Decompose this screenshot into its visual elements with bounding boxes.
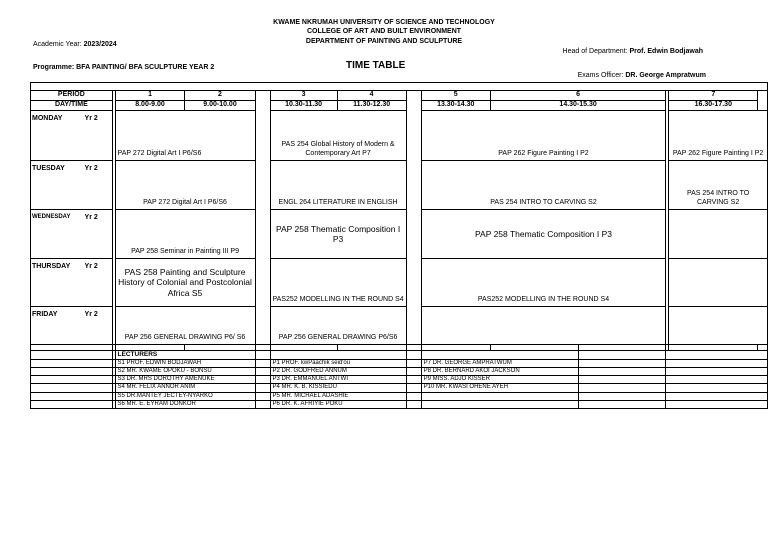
course-cell: PAP 258 Thematic Composition I P3 [270,210,406,259]
lecturer-row [31,384,768,392]
course-cell: PAS 254 INTRO TO CARVING S2 [669,161,768,210]
time-4: 11.30-12.30 [337,101,406,111]
lecturer-entry: P3 DR. EMMANUEL ANTWI [270,376,406,384]
course-cell: PAP 256 GENERAL DRAWING P6/ S6 [115,307,255,345]
day-label: THURSDAY [31,259,85,307]
university-name: KWAME NKRUMAH UNIVERSITY OF SCIENCE AND TECHNOLOGY [273,19,495,26]
lecturer-entry: S6 MR. E. EYRAM DONKOR [115,400,255,408]
hod-label: Head of Department: [562,48,628,55]
course-cell: PAP 262 Figure Painting I P2 [669,111,768,161]
course-cell: PAS 254 Global History of Modern & Contemporary Art P7 [270,111,406,161]
lecturer-entry: P8 DR. BERNARD AKOI JACKSON [421,367,578,375]
day-label: MONDAY [31,111,85,161]
academic-year-label: Academic Year: [33,41,82,48]
time-2: 9.00-10.00 [185,101,255,111]
daytime-label: DAY/TIME [31,101,113,111]
row-tuesday [31,161,768,210]
lecturer-entry: P1 PROF. kwPaachik seid'ou [270,359,406,367]
day-label: TUESDAY [31,161,85,210]
empty-cell [669,259,768,307]
time-7: 16.30-17.30 [669,101,758,111]
lecturer-row [31,359,768,367]
empty-cell [669,210,768,259]
lecturer-entry: P9 MISS. ADJO KISSER [421,376,578,384]
period-6: 6 [490,91,666,101]
empty-cell [669,307,768,345]
course-cell: PAP 272 Digital Art I P6/S6 [115,161,255,210]
programme: Programme: BFA PAINTING/ BFA SCULPTURE YEAR 2 [33,64,215,71]
course-cell: ENGL 264 LITERATURE IN ENGLISH [270,161,406,210]
lecturers-heading: LECTURERS [115,351,255,360]
period-label: PERIOD [31,91,113,101]
lecturer-entry: S4 MR. FELIX ANNOR ANIM [115,384,255,392]
year-label: Yr 2 [85,259,113,307]
timetable [30,82,768,409]
row-thursday [31,259,768,307]
period-1: 1 [115,91,185,101]
academic-year [33,41,117,48]
course-cell: PAP 272 Digital Art I P6/S6 [115,111,255,161]
lecturer-entry: S5 DR.MANTEY JECTEY-NYARKO [115,392,255,400]
exams-officer [578,72,706,79]
year-label: Yr 2 [85,111,113,161]
lecturer-entry: S1 PROF. EDWIN BODJAWAH [115,359,255,367]
day-label: WEDNESDAY [31,210,85,259]
time-5: 13.30-14.30 [421,101,490,111]
page-title: TIME TABLE [346,60,406,71]
department-name: DEPARTMENT OF PAINTING AND SCULPTURE [305,38,463,45]
time-3: 10.30-11.30 [270,101,337,111]
period-7: 7 [669,91,758,101]
college-name: COLLEGE OF ART AND BUILT ENVIRONMENT [306,28,462,35]
row-monday [31,111,768,161]
time-1: 8.00-9.00 [115,101,185,111]
lecturer-entry: P10 MR. KWASI OHENE AYEH [421,384,578,392]
course-cell: PAP 258 Seminar in Painting III P9 [115,210,255,259]
period-3: 3 [270,91,337,101]
lecturer-entry: P5 MR. MICHAEL ADASHIE [270,392,406,400]
lecturer-row [31,400,768,408]
course-cell: PAS 254 INTRO TO CARVING S2 [421,161,666,210]
period-2: 2 [185,91,255,101]
academic-year-value: 2023/2024 [83,41,117,48]
period-5: 5 [421,91,490,101]
lecturer-row [31,392,768,400]
lecturer-row [31,367,768,375]
time-row [31,101,768,111]
course-cell: PAP 256 GENERAL DRAWING P6/S6 [270,307,406,345]
lecturer-entry: P2 DR. GODFRED ANNUM [270,367,406,375]
lecturer-row [31,376,768,384]
lecturer-entry: P7 DR. GEORGE AMPRATWUM [421,359,578,367]
course-cell: PAP 262 Figure Painting I P2 [421,111,666,161]
course-cell: PAS 258 Painting and Sculpture History of Colonial and Postcolonial Africa S5 [115,259,255,307]
course-cell: PAS252 MODELLING IN THE ROUND S4 [270,259,406,307]
time-6: 14.30-15.30 [490,101,666,111]
period-4: 4 [337,91,406,101]
empty-cell [421,307,666,345]
lecturer-entry [421,392,578,400]
lecturer-entry: S3 DR. MRS DOROTHY AMENUKE [115,376,255,384]
lecturer-entry: P6 DR. K. AFRIYIE POKU [270,400,406,408]
period-row [31,91,768,101]
lecturer-entry: P4 MR. K. B. KISSIEDU [270,384,406,392]
row-wednesday [31,210,768,259]
exams-officer-name: DR. George Ampratwum [625,72,706,79]
lecturer-entry: S2 MR. KWAME OPOKU - BONSU [115,367,255,375]
head-of-department [563,48,703,55]
year-label: Yr 2 [85,210,113,259]
course-cell: PAP 258 Thematic Composition I P3 [421,210,666,259]
hod-name: Prof. Edwin Bodjawah [629,48,703,55]
course-cell: PAS252 MODELLING IN THE ROUND S4 [421,259,666,307]
year-label: Yr 2 [85,307,113,345]
row-friday [31,307,768,345]
lecturers-heading-row [31,351,768,360]
day-label: FRIDAY [31,307,85,345]
year-label: Yr 2 [85,161,113,210]
exams-officer-label: Exams Officer: [577,72,624,79]
lecturer-entry [421,400,578,408]
